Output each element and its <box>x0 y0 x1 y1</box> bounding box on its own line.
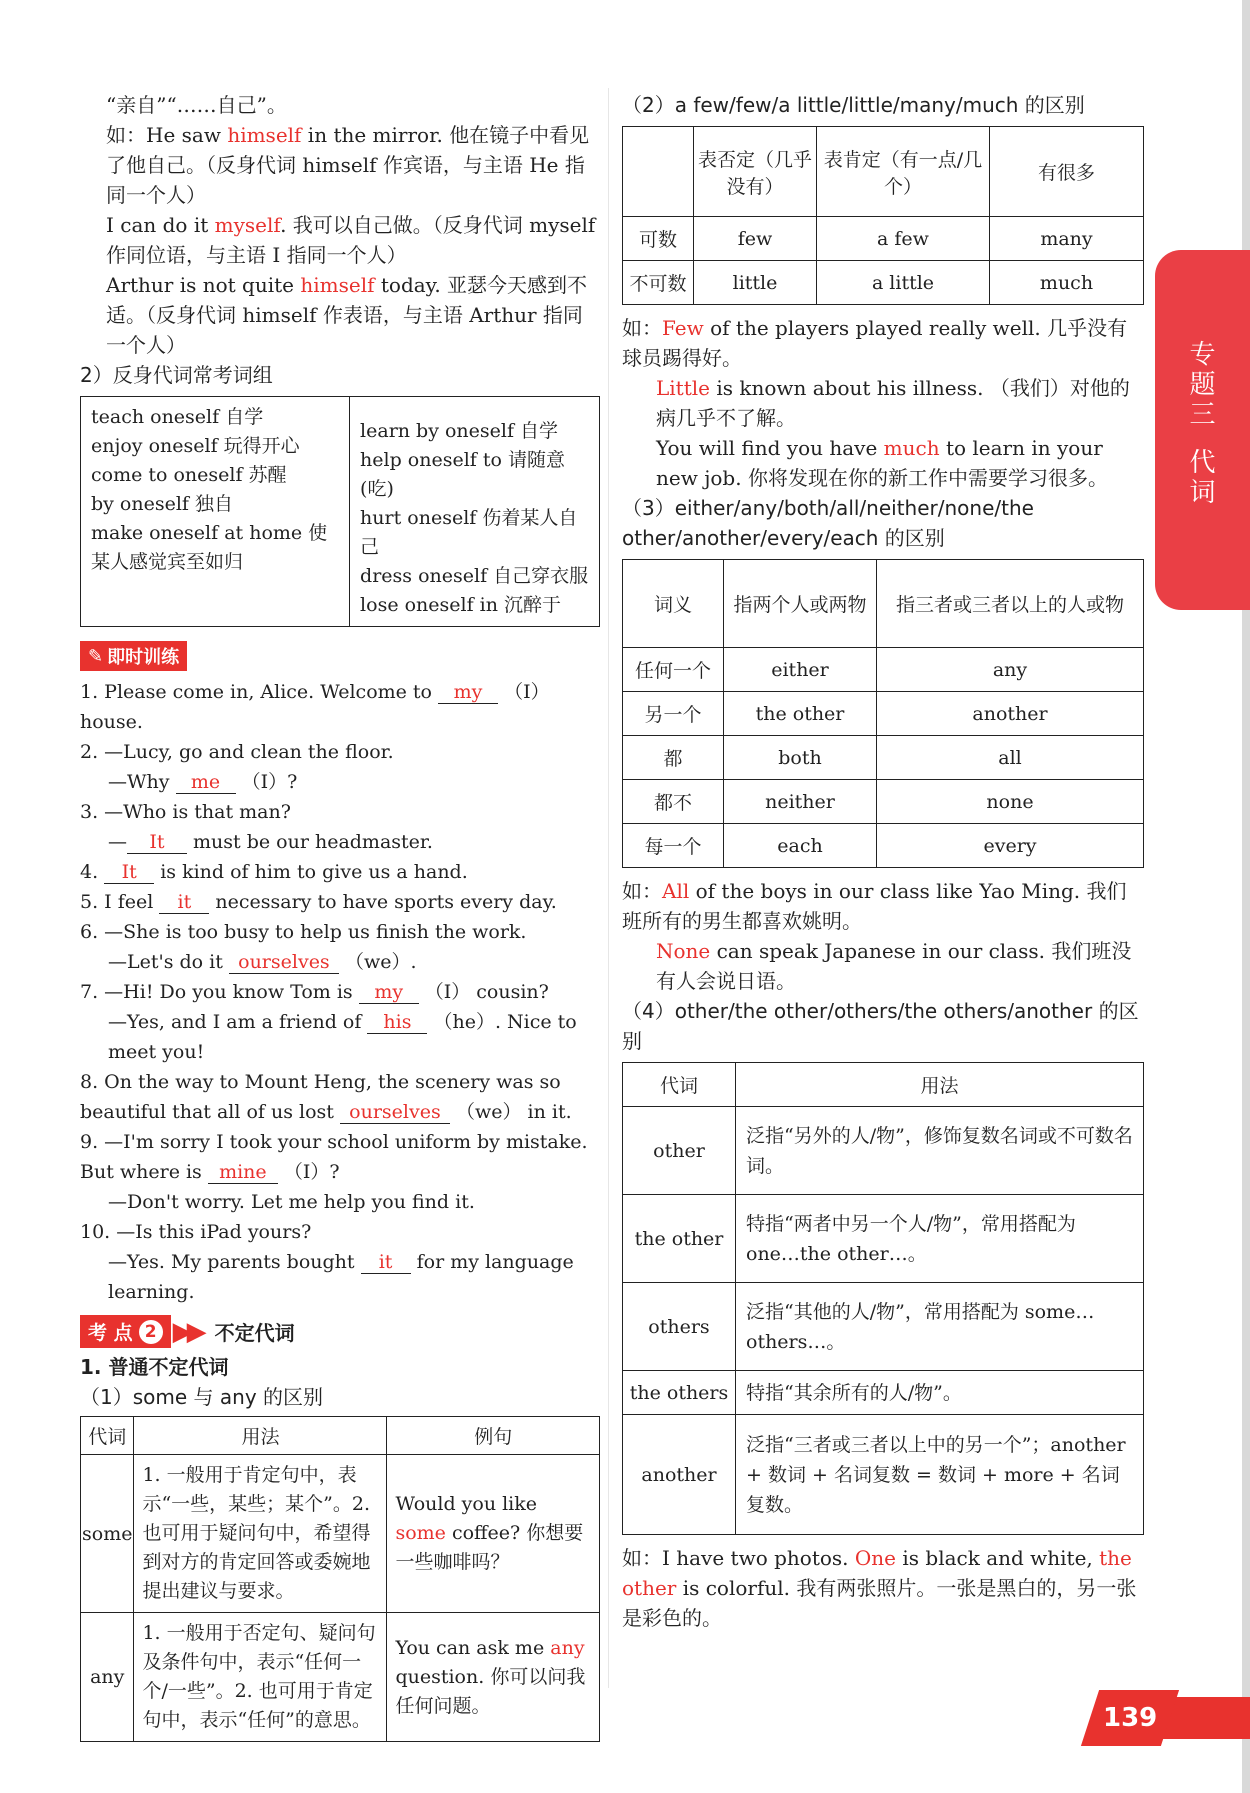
table-cell: 1. 一般用于否定句、疑问句及条件句中，表示“任何一个/一些”。2. 也可用于肯定句中，表示“任何”的意思。 <box>134 1613 387 1742</box>
question-3-reply: — It must be our headmaster. <box>108 831 433 853</box>
few-little-table <box>622 126 1144 305</box>
phrase-item: teach oneself 自学 <box>91 406 264 428</box>
table-cell: many <box>990 217 1144 261</box>
phrase-item: by oneself 独自 <box>91 493 233 515</box>
phrase-item: make oneself at home 使某人感觉宾至如归 <box>91 522 328 573</box>
table-header: 代词 <box>81 1417 134 1455</box>
other-others-table <box>622 1062 1144 1535</box>
question-4: 4. It is kind of him to give us a hand. <box>80 861 468 883</box>
phrase-item: enjoy oneself 玩得开心 <box>91 435 300 457</box>
table-cell: others <box>623 1283 736 1371</box>
table-cell: 泛指“其他的人/物”，常用搭配为 some…others…。 <box>736 1283 1144 1371</box>
question-5: 5. I feel it necessary to have sports every day. <box>80 891 557 913</box>
table-cell: other <box>623 1107 736 1195</box>
section-2-heading: （2）a few/few/a little/little/many/much 的区别 <box>622 93 1085 117</box>
table-header: 用法 <box>134 1417 387 1455</box>
table-cell: little <box>694 261 817 305</box>
question-10-reply: —Yes. My parents bought it for my language learning. <box>108 1251 574 1303</box>
table-cell: 泛指“三者或三者以上中的另一个”；another + 数词 + 名词复数 = 数词 + more + 名词复数。 <box>736 1415 1144 1535</box>
table-cell: much <box>990 261 1144 305</box>
table-header: 指两个人或两物 <box>724 560 877 648</box>
key-point-tag: 考 点 2 <box>80 1315 171 1348</box>
table-cell: 都 <box>623 736 724 780</box>
table-cell: every <box>877 824 1144 868</box>
left-column <box>80 90 600 1742</box>
table-cell: Would you like some coffee? 你想要一些咖啡吗？ <box>387 1455 600 1613</box>
example-2: I can do it myself. 我可以自己做。（反身代词 myself 作同位语，与主语 I 指同一个人） <box>106 213 596 267</box>
question-10: 10. —Is this iPad yours? <box>80 1221 312 1243</box>
phrase-item: hurt oneself 伤着某人自己 <box>360 507 578 558</box>
right-column <box>622 90 1144 1633</box>
question-6-reply: —Let's do it ourselves （we）. <box>108 951 417 973</box>
phrases-left <box>81 397 349 626</box>
question-7: 7. —Hi! Do you know Tom is my （I） cousin? <box>80 981 549 1003</box>
question-9-reply: —Don't worry. Let me help you find it. <box>108 1191 475 1213</box>
example-4: 如：Few of the players played really well. 几乎没有球员踢得好。 <box>622 316 1128 370</box>
question-7-reply: —Yes, and I am a friend of his （he）. Nice to meet you! <box>108 1011 577 1063</box>
question-2-reply: —Why me （I）? <box>108 771 298 793</box>
table-cell: 特指“两者中另一个人/物”，常用搭配为 one…the other…。 <box>736 1195 1144 1283</box>
some-any-table <box>80 1416 600 1742</box>
table-cell: all <box>877 736 1144 780</box>
phrase-item: lose oneself in 沉醉于 <box>360 594 562 616</box>
key-point-header <box>80 1315 600 1348</box>
question-1: 1. Please come in, Alice. Welcome to my （I） house. <box>80 681 550 733</box>
phrase-item: dress oneself 自己穿衣服 <box>360 565 589 587</box>
page-number: 139 <box>1081 1690 1179 1746</box>
example-6: You will find you have much to learn in your new job. 你将发现在你的新工作中需要学习很多。 <box>656 436 1108 490</box>
table-cell: 每一个 <box>623 824 724 868</box>
table-cell: any <box>81 1613 134 1742</box>
section-1-subheading: （1）some 与 any 的区别 <box>80 1385 324 1409</box>
example-3: Arthur is not quite himself today. 亚瑟今天感到不适。（反身代词 himself 作表语，与主语 Arthur 指同一个人） <box>106 273 588 357</box>
table-cell: 特指“其余所有的人/物”。 <box>736 1371 1144 1415</box>
table-header: 用法 <box>736 1063 1144 1107</box>
table-header: 词义 <box>623 560 724 648</box>
table-cell: both <box>724 736 877 780</box>
phrase-item: help oneself to 请随意(吃) <box>360 449 565 500</box>
key-point-number: 2 <box>139 1320 163 1344</box>
table-cell: 另一个 <box>623 692 724 736</box>
intro-text: “亲自”“……自己”。 <box>106 93 287 117</box>
table-cell: 都不 <box>623 780 724 824</box>
question-2: 2. —Lucy, go and clean the floor. <box>80 741 394 763</box>
section-1-heading: 1. 普通不定代词 <box>80 1355 229 1379</box>
practice-icon: ✎ <box>88 645 104 667</box>
table-cell: none <box>877 780 1144 824</box>
section-4-heading: （4）other/the other/others/the others/another 的区别 <box>622 999 1139 1053</box>
table-cell: any <box>877 648 1144 692</box>
double-arrow-icon: ▶▶ <box>172 1316 201 1347</box>
table-cell: either <box>724 648 877 692</box>
table-header: 代词 <box>623 1063 736 1107</box>
table-cell: a few <box>817 217 990 261</box>
table-cell: 不可数 <box>623 261 694 305</box>
table-cell: the other <box>724 692 877 736</box>
table-cell: 可数 <box>623 217 694 261</box>
table-cell: neither <box>724 780 877 824</box>
table-cell: You can ask me any question. 你可以问我任何问题。 <box>387 1613 600 1742</box>
table-cell: another <box>623 1415 736 1535</box>
table-cell: few <box>694 217 817 261</box>
table-header: 有很多 <box>990 127 1144 217</box>
table-header: 表肯定（有一点/几个） <box>817 127 990 217</box>
phrase-item: learn by oneself 自学 <box>360 420 559 442</box>
key-point-title: 不定代词 <box>214 1321 295 1345</box>
column-divider <box>608 88 609 1688</box>
example-7: 如：All of the boys in our class like Yao Ming. 我们班所有的男生都喜欢姚明。 <box>622 879 1127 933</box>
question-8: 8. On the way to Mount Heng, the scenery was so beautiful that all of us lost ourselves （we） in it. <box>80 1071 572 1123</box>
table-header: 例句 <box>387 1417 600 1455</box>
phrases-heading: 2）反身代词常考词组 <box>80 363 273 387</box>
table-cell: 1. 一般用于肯定句中，表示“一些，某些；某个”。2. 也可用于疑问句中，希望得到对方的肯定回答或委婉地提出建议与要求。 <box>134 1455 387 1613</box>
question-9: 9. —I'm sorry I took your school uniform by mistake. But where is mine （I）? <box>80 1131 588 1183</box>
example-5: Little is known about his illness. （我们）对他的病几乎不了解。 <box>656 376 1130 430</box>
example-9: 如：I have two photos. One is black and white, the other is colorful. 我有两张照片。一张是黑白的，另一张是彩色的。 <box>622 1546 1137 1630</box>
table-header: 指三者或三者以上的人或物 <box>877 560 1144 648</box>
table-cell: each <box>724 824 877 868</box>
table-cell: some <box>81 1455 134 1613</box>
either-any-table <box>622 559 1144 868</box>
table-cell: another <box>877 692 1144 736</box>
phrase-item: come to oneself 苏醒 <box>91 464 287 486</box>
section-3-heading: （3）either/any/both/all/neither/none/the other/another/every/each 的区别 <box>622 496 1034 550</box>
example-1: 如：He saw himself in the mirror. 他在镜子中看见了他自己。（反身代词 himself 作宾语，与主语 He 指同一个人） <box>106 123 590 207</box>
chapter-side-tab: 专 题 三 代 词 <box>1155 250 1250 610</box>
table-cell: 任何一个 <box>623 648 724 692</box>
table-cell: 泛指“另外的人/物”，修饰复数名词或不可数名词。 <box>736 1107 1144 1195</box>
question-6: 6. —She is too busy to help us finish the work. <box>80 921 527 943</box>
phrases-right <box>349 397 599 626</box>
table-cell <box>623 127 694 217</box>
example-8: None can speak Japanese in our class. 我们班没有人会说日语。 <box>656 939 1132 993</box>
phrases-box <box>80 396 600 627</box>
table-cell: the other <box>623 1195 736 1283</box>
table-cell: a little <box>817 261 990 305</box>
table-header: 表否定（几乎没有） <box>694 127 817 217</box>
practice-badge: ✎ 即时训练 <box>80 641 187 671</box>
question-3: 3. —Who is that man? <box>80 801 291 823</box>
table-cell: the others <box>623 1371 736 1415</box>
